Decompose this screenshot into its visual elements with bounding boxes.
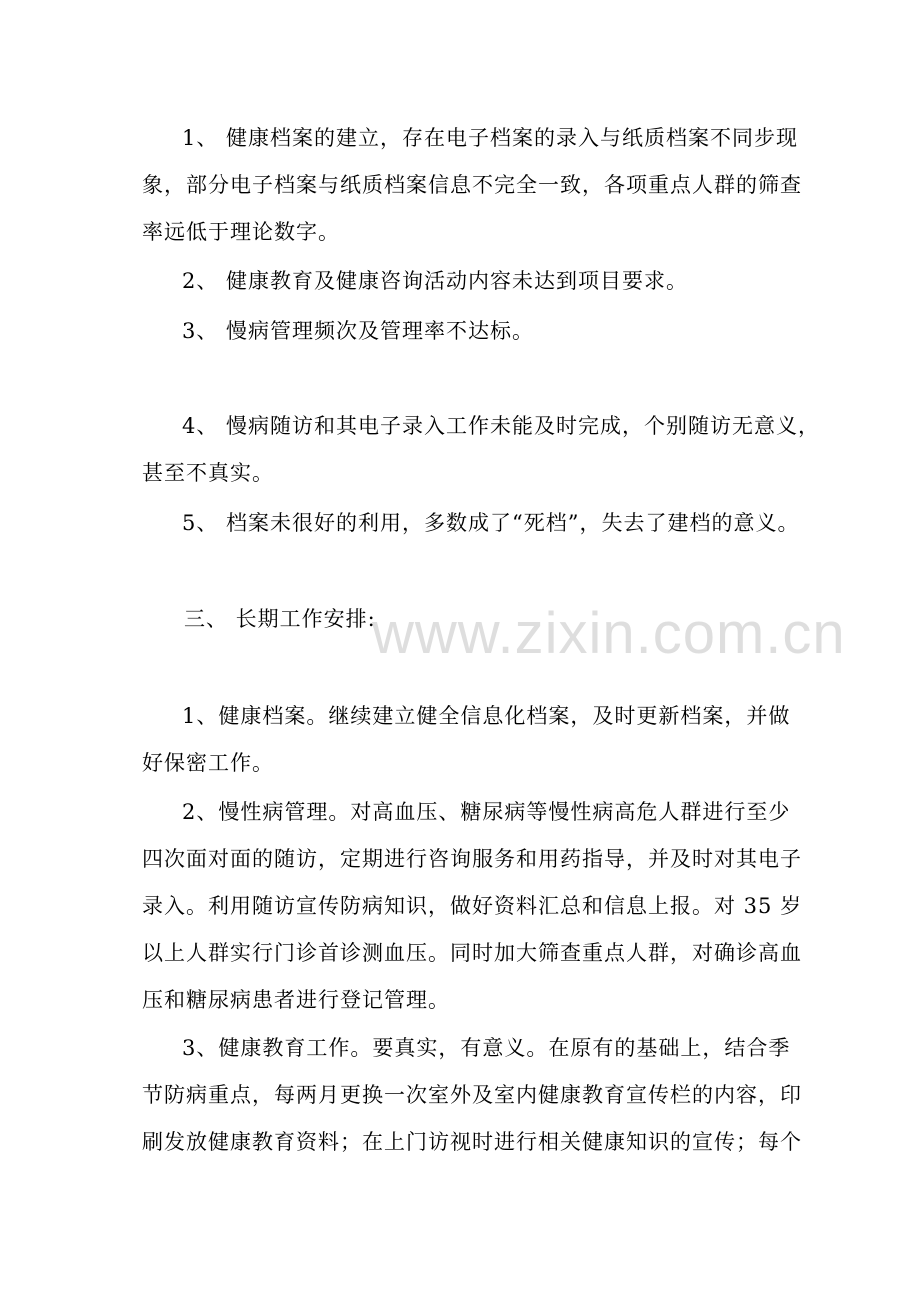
- text-line-3: 率远低于理论数字。: [142, 220, 340, 244]
- text-line-12: 2、慢性病管理。对高血压、糖尿病等慢性病高危人群进行至少: [182, 800, 791, 824]
- text-line-6: 4、 慢病随访和其电子录入工作未能及时完成，个别随访无意义，: [182, 414, 821, 438]
- text-line-2: 象，部分电子档案与纸质档案信息不完全一致，各项重点人群的筛查: [142, 173, 802, 197]
- section-heading: 三、 长期工作安排:: [184, 607, 376, 631]
- text-line-19: 刷发放健康教育资料；在上门访视时进行相关健康知识的宣传；每个: [142, 1130, 802, 1154]
- text-line-4: 2、 健康教育及健康咨询活动内容未达到项目要求。: [182, 269, 689, 293]
- text-line-8: 5、 档案未很好的利用，多数成了“死档”，失去了建档的意义。: [182, 511, 800, 535]
- text-line-16: 压和糖尿病患者进行登记管理。: [142, 988, 450, 1012]
- text-line-13: 四次面对面的随访，定期进行咨询服务和用药指导，并及时对其电子: [142, 847, 802, 871]
- text-line-7: 甚至不真实。: [142, 461, 274, 485]
- text-line-18: 节防病重点，每两月更换一次室外及室内健康教育宣传栏的内容，印: [142, 1083, 802, 1107]
- text-line-17: 3、健康教育工作。要真实，有意义。在原有的基础上，结合季: [182, 1036, 791, 1060]
- text-line-1: 1、 健康档案的建立，存在电子档案的录入与纸质档案不同步现: [182, 126, 799, 150]
- text-line-11: 好保密工作。: [142, 751, 274, 775]
- text-line-10: 1、健康档案。继续建立健全信息化档案，及时更新档案，并做: [182, 704, 791, 728]
- watermark: www.zixin.com.cn: [372, 601, 846, 666]
- text-line-14: 录入。利用随访宣传防病知识，做好资料汇总和信息上报。对 35 岁: [142, 894, 803, 918]
- text-line-15: 以上人群实行门诊首诊测血压。同时加大筛查重点人群，对确诊高血: [142, 941, 802, 965]
- text-line-5: 3、 慢病管理频次及管理率不达标。: [182, 319, 535, 343]
